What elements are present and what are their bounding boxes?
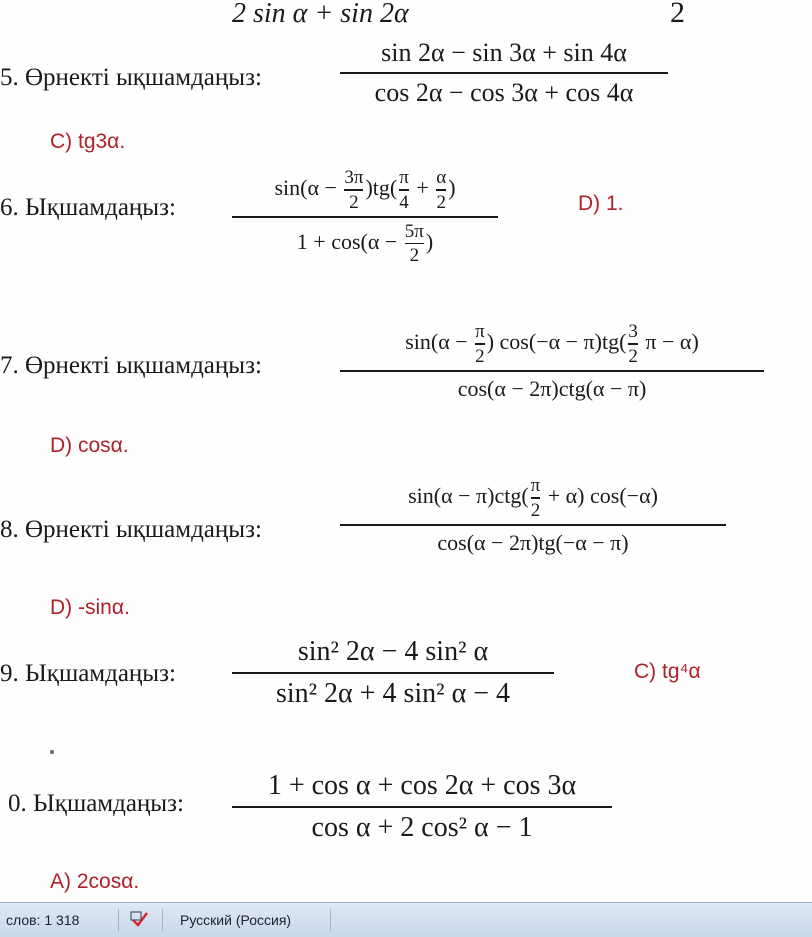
problem-10-numerator: 1 + cos α + cos 2α + cos 3α <box>267 770 577 801</box>
sf-top: 3 <box>628 321 638 342</box>
sf-bottom: 2 <box>436 191 446 213</box>
problem-6-label: 6. Ықшамдаңыз: <box>0 194 176 221</box>
den-part: 1 + cos(α − <box>296 228 398 254</box>
divider <box>330 909 331 931</box>
problem-7-denominator: cos(α − 2π)ctg(α − π) <box>457 375 647 401</box>
fraction-bar <box>340 72 668 74</box>
small-fraction <box>628 322 638 366</box>
num-part: ) cos(−α − π)tg( <box>486 328 627 354</box>
sf-bottom: 4 <box>399 191 409 213</box>
problem-7-answer: D) cosα. <box>50 434 129 457</box>
problem-9-denominator: sin² 2α + 4 sin² α − 4 <box>275 678 511 709</box>
word-count[interactable]: слов: 1 318 <box>6 912 80 928</box>
problem-5-denominator: cos 2α − cos 3α + cos 4α <box>374 78 634 107</box>
problem-9-fraction <box>232 636 554 710</box>
fraction-bar <box>232 216 498 218</box>
problem-9-label: 9. Ықшамдаңыз: <box>0 660 176 687</box>
problem-6-denominator <box>232 222 498 266</box>
num-part: )tg( <box>365 174 398 200</box>
num-part: sin(α − π)ctg( <box>408 482 529 508</box>
num-part: + α) cos(−α) <box>547 482 658 508</box>
stray-dot <box>50 750 54 754</box>
problem-5-answer: C) tg3α. <box>50 130 126 153</box>
fraction-bar <box>340 370 764 372</box>
small-fraction <box>475 322 485 366</box>
problem-7-numerator <box>340 322 764 366</box>
problem-6-answer: D) 1. <box>578 192 624 215</box>
top-fragment <box>232 0 409 30</box>
sf-top: π <box>530 475 541 496</box>
problem-9-answer: C) tg⁴α <box>634 660 701 683</box>
fraction-bar <box>232 672 554 674</box>
problem-5-fraction <box>340 38 668 108</box>
num-part: sin(α − <box>405 328 468 354</box>
small-fraction <box>344 168 363 212</box>
num-part: + <box>416 174 429 200</box>
problem-10-denominator: cos α + 2 cos² α − 1 <box>311 812 533 843</box>
divider <box>162 909 163 931</box>
problem-8-numerator <box>340 476 726 520</box>
den-part: ) <box>425 228 434 254</box>
small-fraction <box>399 168 409 212</box>
small-fraction <box>405 222 424 266</box>
language-indicator[interactable]: Русский (Россия) <box>180 912 292 928</box>
top-fragment-expr: 2 sin α + sin 2α <box>232 0 409 29</box>
sf-top: α <box>436 167 447 188</box>
problem-7-label: 7. Өрнекті ықшамдаңыз: <box>0 352 262 379</box>
problem-6-numerator <box>232 168 498 212</box>
sf-bottom: 2 <box>628 345 638 367</box>
num-part: ) <box>448 174 456 200</box>
problem-10-answer: A) 2cosα. <box>50 870 140 893</box>
sf-bottom: 2 <box>409 245 420 266</box>
problem-8-fraction <box>340 476 726 556</box>
problem-9-numerator: sin² 2α − 4 sin² α <box>297 636 489 667</box>
problem-5-label: 5. Өрнекті ықшамдаңыз: <box>0 64 262 91</box>
problem-5-numerator: sin 2α − sin 3α + sin 4α <box>381 38 627 67</box>
sf-top: 5π <box>404 220 424 242</box>
problem-8-denominator: cos(α − 2π)tg(−α − π) <box>437 529 629 555</box>
top-fragment-right-text: 2 <box>670 0 685 29</box>
sf-bottom: 2 <box>530 499 541 521</box>
spellcheck-icon[interactable] <box>130 910 150 928</box>
fraction-bar <box>232 806 612 808</box>
divider <box>118 909 119 931</box>
problem-8-answer: D) -sinα. <box>50 596 130 619</box>
num-part: π − α) <box>645 328 699 354</box>
small-fraction <box>531 476 541 520</box>
num-part: sin(α − <box>274 174 337 200</box>
top-fragment-right <box>670 0 685 30</box>
sf-top: π <box>399 167 409 188</box>
problem-6-fraction <box>232 168 498 265</box>
sf-top: π <box>475 321 485 342</box>
problem-7-fraction <box>340 322 764 402</box>
problem-8-label: 8. Өрнекті ықшамдаңыз: <box>0 516 262 543</box>
fraction-bar <box>340 524 726 526</box>
problem-10-fraction <box>232 770 612 844</box>
sf-bottom: 2 <box>349 191 359 213</box>
sf-top: 3π <box>344 167 364 188</box>
small-fraction <box>436 168 446 212</box>
status-bar <box>0 902 812 937</box>
problem-10-label: 0. Ықшамдаңыз: <box>8 790 184 817</box>
sf-bottom: 2 <box>475 345 485 367</box>
